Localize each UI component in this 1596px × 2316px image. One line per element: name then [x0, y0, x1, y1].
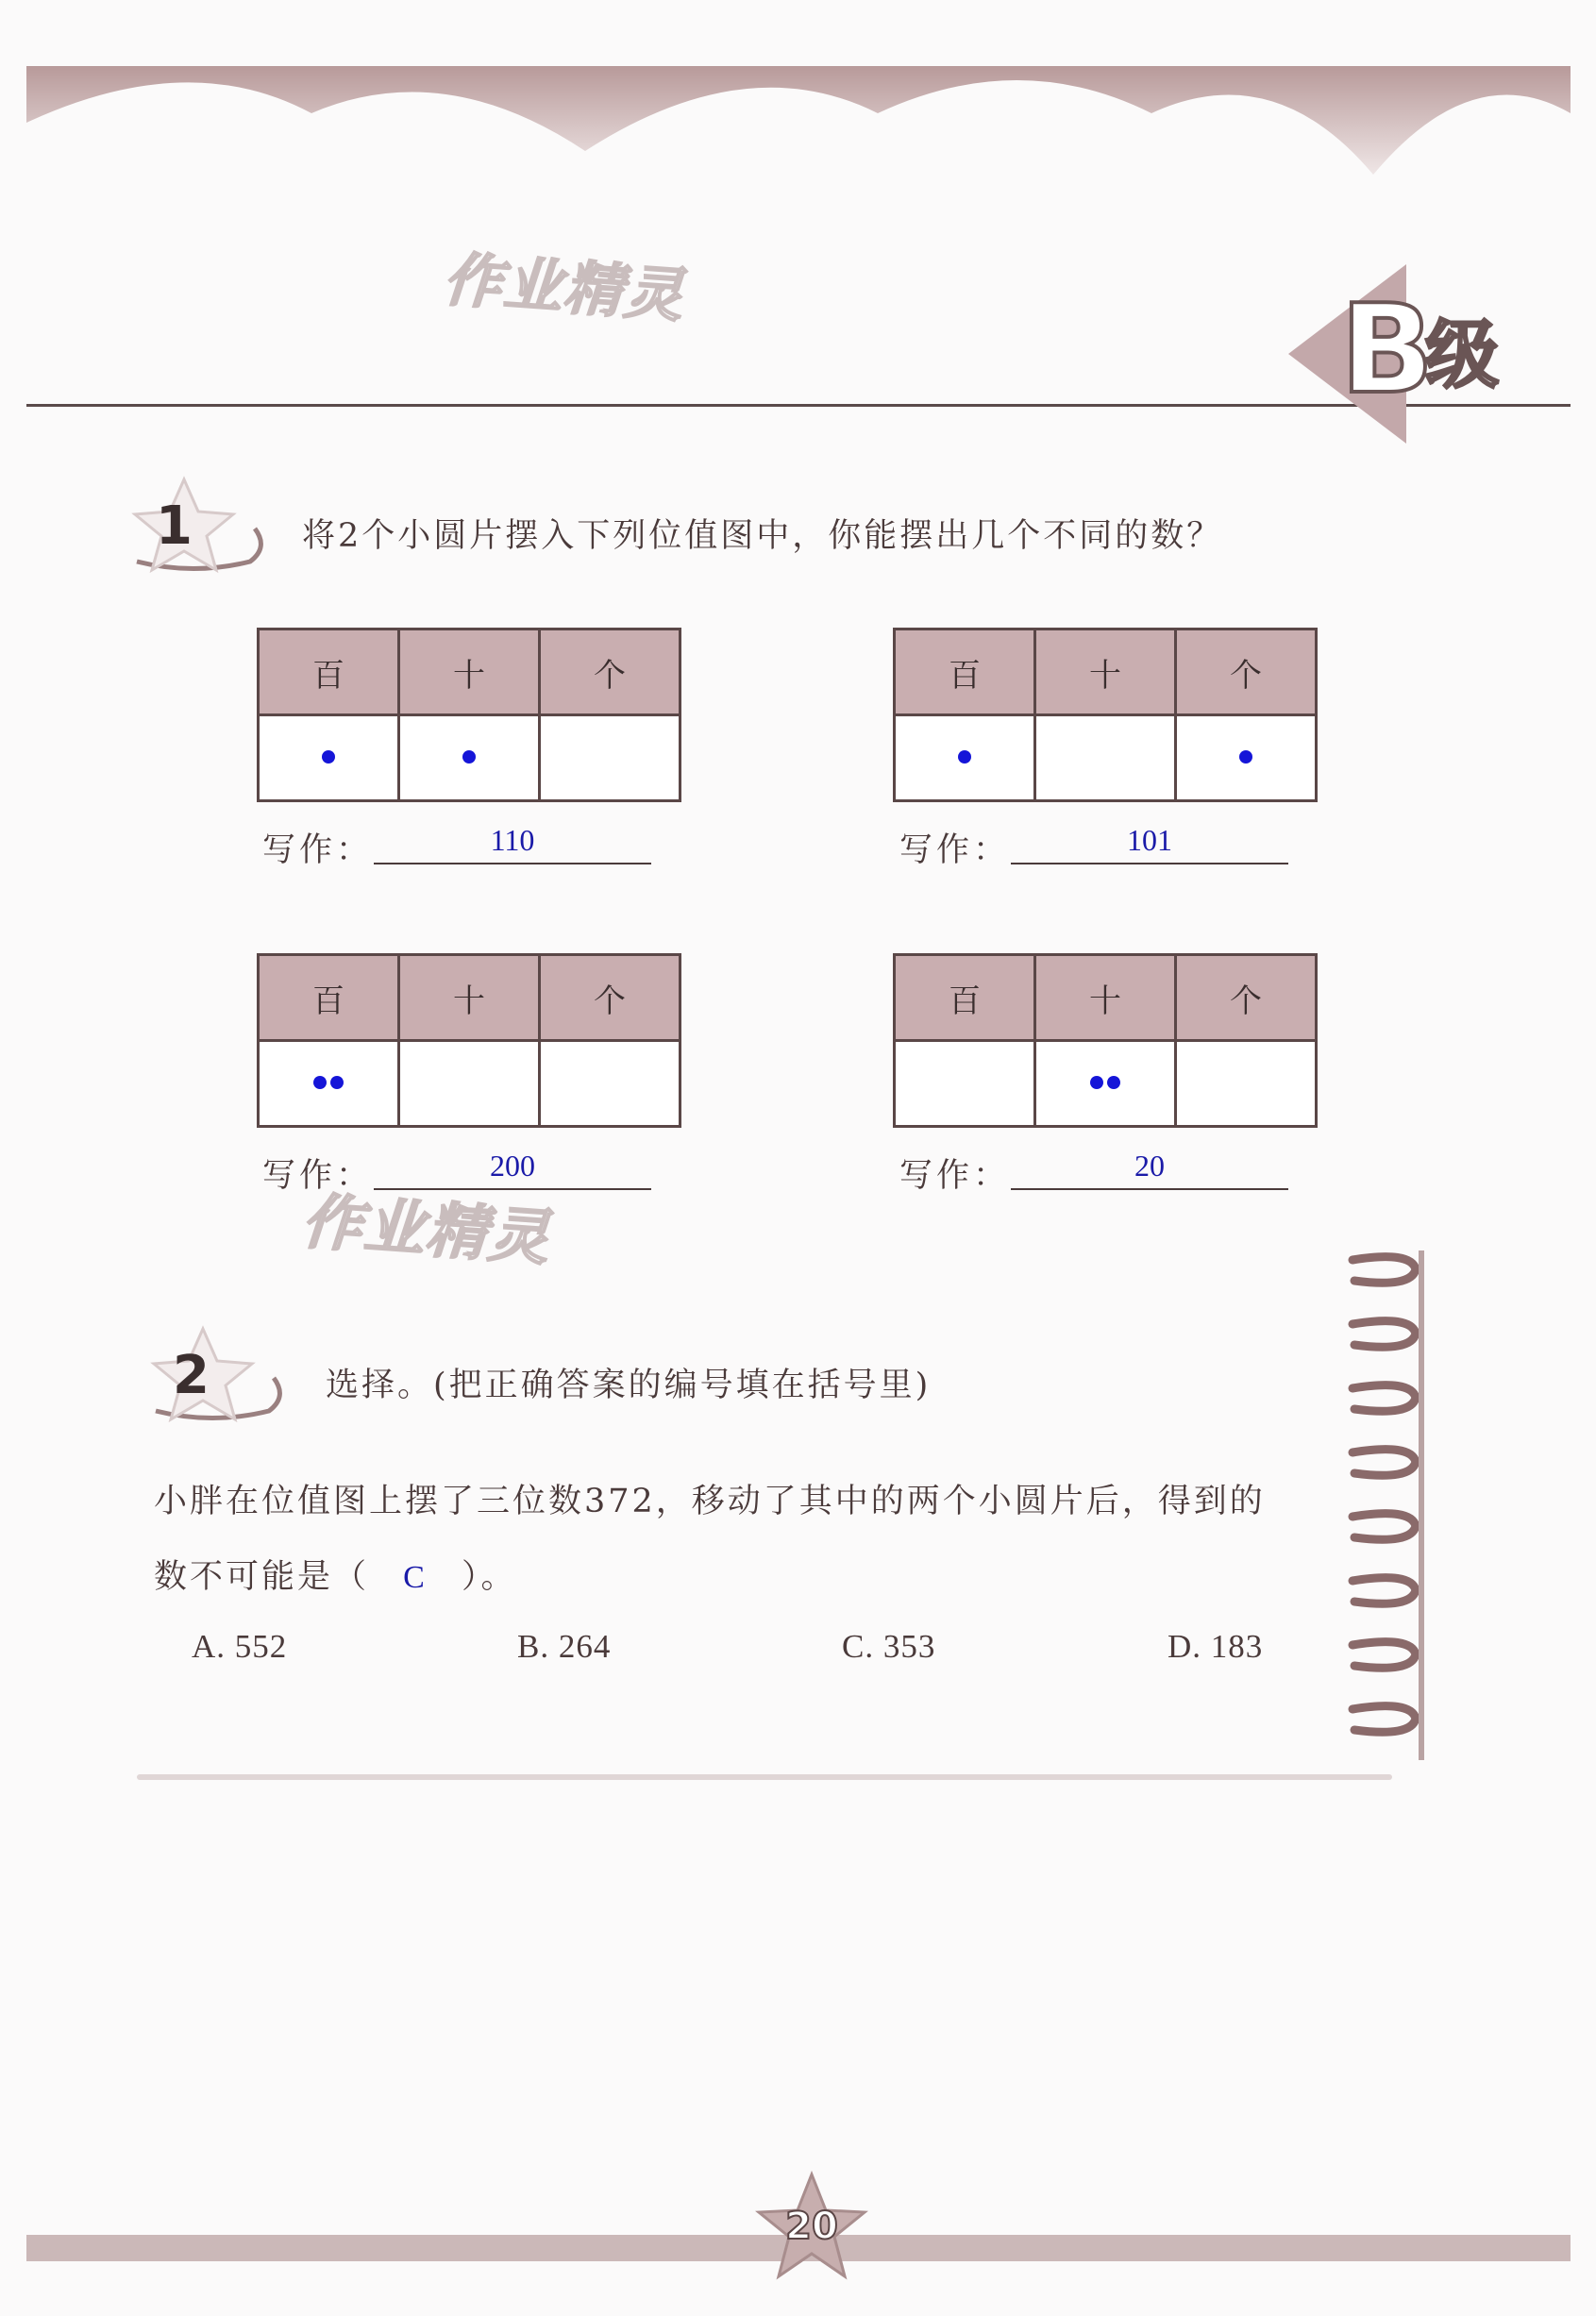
cell-ones — [540, 715, 680, 801]
place-value-chart-4 — [893, 953, 1318, 1128]
cell-tens — [399, 1041, 540, 1127]
page-number: 20 — [785, 2205, 838, 2248]
cell-hundreds — [895, 1041, 1035, 1127]
place-value-chart-1 — [257, 628, 681, 802]
spiral-binding-icon — [1345, 1250, 1430, 1760]
cell-hundreds — [259, 1041, 399, 1127]
question-2-line-1: 小胖在位值图上摆了三位数372，移动了其中的两个小圆片后，得到的 — [154, 1483, 1266, 1520]
question-2-line-2-end: ）。 — [461, 1558, 517, 1596]
option-c: C. 353 — [842, 1628, 936, 1665]
header-hundreds: 百 — [259, 629, 399, 715]
counter-dot — [1090, 1076, 1103, 1089]
cell-ones — [1176, 715, 1317, 801]
cell-ones — [1176, 1041, 1317, 1127]
answer-line-4 — [1011, 1188, 1288, 1190]
question-2-badge-icon — [146, 1321, 288, 1425]
counter-dot — [330, 1076, 344, 1089]
answer-4: 20 — [1134, 1149, 1165, 1183]
answer-1: 110 — [490, 823, 535, 857]
header-tens: 十 — [1035, 955, 1176, 1041]
answer-line-1 — [374, 863, 651, 864]
level-letter: B — [1340, 277, 1435, 421]
header-tens: 十 — [399, 629, 540, 715]
answer-line-2 — [1011, 863, 1288, 864]
header-ones: 个 — [1176, 629, 1317, 715]
header-ones: 个 — [540, 955, 680, 1041]
question-1-number: 1 — [156, 495, 193, 557]
header-ones: 个 — [540, 629, 680, 715]
answer-3: 200 — [490, 1149, 535, 1183]
write-label-4: 写作： — [899, 1157, 1011, 1195]
write-label-3: 写作： — [262, 1157, 374, 1195]
counter-dot — [313, 1076, 327, 1089]
option-d: D. 183 — [1168, 1628, 1264, 1665]
counter-dot — [1107, 1076, 1120, 1089]
cell-tens — [1035, 715, 1176, 801]
cell-hundreds — [895, 715, 1035, 801]
question-1-badge-icon — [127, 472, 269, 576]
answer-2: 101 — [1127, 823, 1172, 857]
header-tens: 十 — [399, 955, 540, 1041]
counter-dot — [322, 750, 335, 764]
question-2-number: 2 — [173, 1345, 210, 1406]
counter-dot — [462, 750, 476, 764]
place-value-chart-3 — [257, 953, 681, 1128]
question-2-line-2-start: 数不可能是（ — [154, 1558, 370, 1596]
cell-hundreds — [259, 715, 399, 801]
option-b: B. 264 — [517, 1628, 612, 1665]
watermark-middle: 作业精灵 — [299, 1186, 553, 1275]
header-hundreds: 百 — [895, 629, 1035, 715]
level-char: 级 — [1425, 313, 1500, 398]
header-hundreds: 百 — [259, 955, 399, 1041]
section-bottom-rule — [137, 1774, 1392, 1780]
watermark-top: 作业精灵 — [441, 244, 687, 330]
write-label-1: 写作： — [262, 831, 374, 869]
question-1-prompt: 将2个小圆片摆入下列位值图中，你能摆出几个不同的数？ — [302, 517, 1223, 555]
cell-ones — [540, 1041, 680, 1127]
counter-dot — [1239, 750, 1252, 764]
header-wave-decoration — [0, 0, 1596, 189]
header-hundreds: 百 — [895, 955, 1035, 1041]
question-2-line-2 — [154, 1551, 517, 1598]
write-label-2: 写作： — [899, 831, 1011, 869]
cell-tens — [1035, 1041, 1176, 1127]
header-tens: 十 — [1035, 629, 1176, 715]
option-a: A. 552 — [192, 1628, 288, 1665]
cell-tens — [399, 715, 540, 801]
question-2-answer: C — [403, 1560, 428, 1595]
question-2-prompt: 选择。(把正确答案的编号填在括号里) — [326, 1367, 932, 1404]
counter-dot — [958, 750, 971, 764]
place-value-chart-2 — [893, 628, 1318, 802]
header-ones: 个 — [1176, 955, 1317, 1041]
